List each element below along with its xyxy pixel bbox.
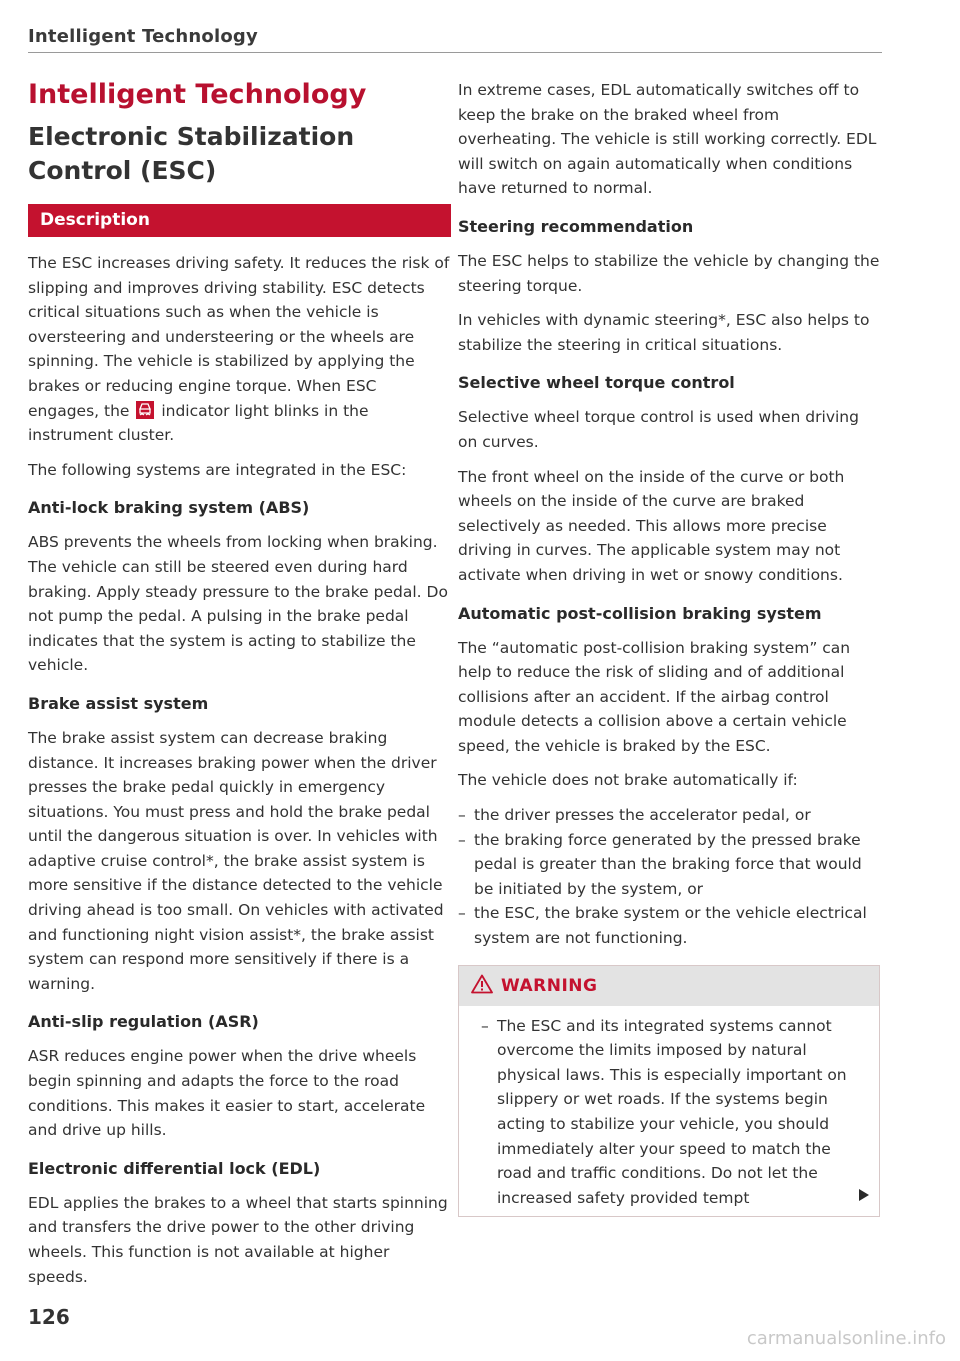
intro-paragraph-2: The following systems are integrated in the ESC: bbox=[28, 460, 407, 479]
warning-header bbox=[459, 966, 879, 1006]
conditions-list bbox=[458, 803, 881, 951]
warning-triangle-icon bbox=[471, 974, 493, 998]
warning-item: – The ESC and its integrated systems cannot overcome the limits imposed by natural physical laws. This is especially important on slippery or wet roads. If the systems begin acting to stabilize your vehicle, you should immediately alter your speed to match the road and traffic conditions. Do not let the increased safety provided tempt bbox=[481, 1016, 847, 1207]
right-column bbox=[458, 78, 881, 1217]
header-rule bbox=[28, 52, 882, 53]
warning-list bbox=[471, 1014, 867, 1211]
asr-text: ASR reduces engine power when the drive wheels begin spinning and adapts the force to the road conditions. This makes it easier to start, accelerate and drive up hills. bbox=[28, 1047, 426, 1140]
esc-indicator-icon bbox=[136, 401, 154, 419]
warning-label: WARNING bbox=[501, 975, 598, 996]
section-bar-description: Description bbox=[28, 204, 451, 237]
abs-heading: Anti-lock braking system (ABS) bbox=[28, 498, 310, 518]
page-number: 126 bbox=[28, 1305, 70, 1329]
post-collision-heading: Automatic post-collision braking system bbox=[458, 603, 822, 623]
post-collision-text-1: The “automatic post-collision braking system” can help to reduce the risk of sliding and of additional collisions after an accident. If the airbag control module detects a collision above a certain vehicle speed, the vehicle is braked by the ESC. bbox=[458, 638, 851, 755]
watermark: carmanualsonline.info bbox=[746, 1328, 946, 1349]
torque-text-1: Selective wheel torque control is used when driving on curves. bbox=[458, 408, 859, 451]
list-item: – the ESC, the brake system or the vehicle electrical system are not functioning. bbox=[458, 904, 867, 948]
brake-assist-text: The brake assist system can decrease braking distance. It increases braking power when the driver presses the brake pedal quickly in emergency situations. You must press and hold the brake pedal until the dangerous situation is over. In vehicles with adaptive cruise control*, the brake assist system is more sensitive if the distance detected to the vehicle driving ahead is too small. On vehicles with activated and functioning night vision assist*, the brake assist system can respond more sensitively if there is a warning. bbox=[28, 728, 444, 993]
asr-heading: Anti-slip regulation (ASR) bbox=[28, 1012, 259, 1032]
page-title: Intelligent Technology bbox=[28, 79, 367, 110]
continue-arrow-icon bbox=[857, 1187, 871, 1206]
list-item: – the braking force generated by the pressed brake pedal is greater than the braking force that would be initiated by the system, or bbox=[458, 830, 862, 898]
list-item: – the driver presses the accelerator pedal, or bbox=[458, 806, 811, 825]
edl-heading: Electronic differential lock (EDL) bbox=[28, 1158, 321, 1178]
edl-continued-text: In extreme cases, EDL automatically switches off to keep the brake on the braked wheel from overheating. The vehicle is still working correctly. EDL will switch on again automatically when conditions have returned to normal. bbox=[458, 81, 877, 198]
steering-text-1: The ESC helps to stabilize the vehicle by changing the steering torque. bbox=[458, 251, 880, 295]
page-subtitle: Electronic Stabilization Control (ESC) bbox=[28, 122, 355, 185]
post-collision-text-2: The vehicle does not brake automatically if: bbox=[458, 771, 798, 790]
running-header: Intelligent Technology bbox=[28, 26, 258, 47]
abs-text: ABS prevents the wheels from locking when braking. The vehicle can still be steered even during hard braking. Apply steady pressure to the brake pedal. Do not pump the pedal. A pulsing in the brake pedal indicates that the system is acting to stabilize the vehicle. bbox=[28, 533, 448, 675]
intro-text-b: indicator light blinks in the instrument cluster. bbox=[28, 401, 369, 445]
intro-text-a: The ESC increases driving safety. It reduces the risk of slipping and improves driving stability. ESC detects critical situations such as when the vehicle is oversteering and understeering or the wheels are spinning. The vehicle is stabilized by applying the brakes or reducing engine torque. When ESC engages, the bbox=[28, 254, 450, 420]
edl-text: EDL applies the brakes to a wheel that starts spinning and transfers the drive power to the other driving wheels. This function is not available at higher speeds. bbox=[28, 1193, 448, 1286]
warning-body bbox=[459, 1006, 879, 1217]
brake-assist-heading: Brake assist system bbox=[28, 693, 209, 713]
steering-heading: Steering recommendation bbox=[458, 216, 694, 236]
steering-text-2: In vehicles with dynamic steering*, ESC also helps to stabilize the steering in critical situations. bbox=[458, 311, 870, 354]
torque-heading: Selective wheel torque control bbox=[458, 373, 735, 393]
torque-text-2: The front wheel on the inside of the curve or both wheels on the inside of the curve are braked selectively as needed. This allows more precise driving in curves. The applicable system may not activate when driving in wet or snowy conditions. bbox=[458, 467, 845, 584]
warning-box bbox=[458, 965, 880, 1218]
intro-paragraph bbox=[28, 251, 451, 448]
left-column bbox=[28, 78, 451, 1299]
